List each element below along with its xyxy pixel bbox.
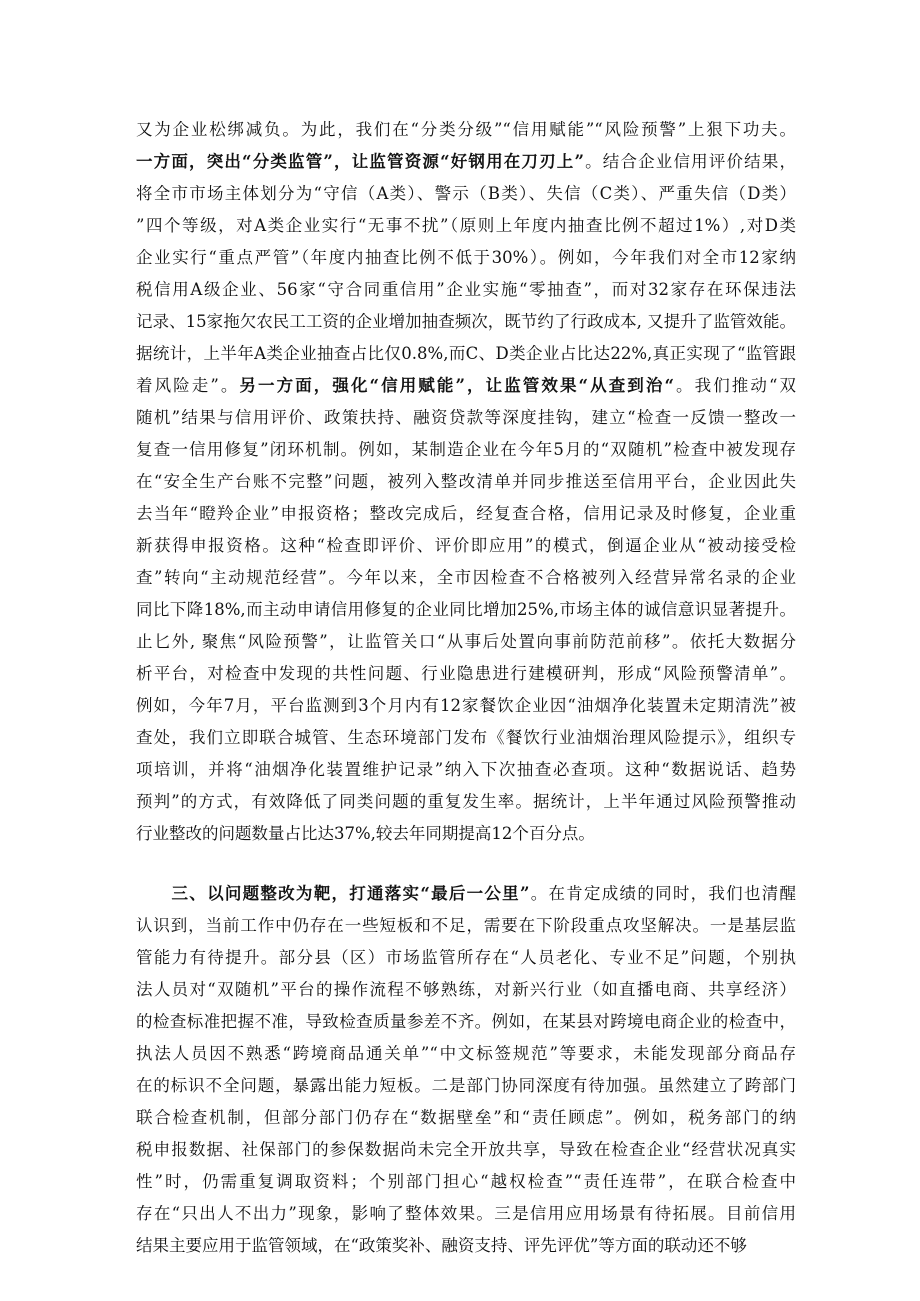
body-text: 新获得申报资格。这种“检查即评价、评价即应用”的模式，倒逼企业从“被动接受检 — [136, 536, 796, 555]
body-text: 税申报数据、社保部门的参保数据尚未完全开放共享，导致在检查企业“经营状况真实 — [136, 1140, 796, 1159]
text-line — [136, 626, 796, 658]
text-line — [136, 1102, 796, 1134]
text-line — [136, 274, 796, 306]
bold-heading-text: 三、以问题整改为靶，打通落实“最后一公里” — [136, 884, 530, 903]
text-line — [136, 690, 796, 722]
body-text: 的检查标准把握不准，导致检查质量参差不齐。例如，在某县对跨境电商企业的检查中， — [136, 1012, 796, 1031]
body-text: 查处，我们立即联合城管、生态环境部门发布《餐饮行业油烟治理风险提示》，组织专 — [136, 728, 796, 747]
body-text: 复查一信用修复”闭环机制。例如，某制造企业在今年5月的“双随机”检查中被发现存 — [136, 440, 796, 459]
text-line — [136, 434, 796, 466]
text-line — [136, 114, 796, 146]
body-text: 预判”的方式，有效降低了同类问题的重复发生率。据统计，上半年通过风险预警推动 — [136, 792, 796, 811]
body-text: ”四个等级，对A类企业实行“无事不扰”（原则上年度内抽查比例不超过1%）,对D类 — [136, 216, 796, 235]
text-line — [136, 498, 796, 530]
text-line — [136, 242, 796, 274]
text-line — [136, 818, 796, 850]
paragraph-3-problems — [136, 878, 796, 1262]
body-text: 去当年“瞪羚企业”申报资格；整改完成后，经复查合格，信用记录及时修复，企业重 — [136, 504, 796, 523]
body-text: 存在“只出人不出力”现象，影响了整体效果。三是信用应用场景有待拓展。目前信用 — [136, 1204, 796, 1223]
text-line — [136, 306, 796, 338]
body-text: 行业整改的问题数量占比达37%,较去年同期提高12个百分点。 — [136, 824, 595, 843]
text-line — [136, 1166, 796, 1198]
body-text: 管能力有待提升。部分县（区）市场监管所存在“人员老化、专业不足”问题，个别执 — [136, 948, 796, 967]
body-text: 据统计，上半年A类企业抽查占比仅0.8%,而C、D类企业占比达22%,真正实现了“监管跟 — [136, 344, 796, 363]
text-line — [136, 1070, 796, 1102]
body-text: 。我们推动“双 — [673, 376, 797, 395]
body-text: 性”时，仍需重复调取资料；个别部门担心“越权检查”“责任连带”，在联合检查中 — [136, 1172, 796, 1191]
text-line — [136, 146, 796, 178]
body-text: 随机”结果与信用评价、政策扶持、融资贷款等深度挂钩，建立“检查一反馈一整改一 — [136, 408, 796, 427]
text-line — [136, 1230, 796, 1262]
text-line — [136, 942, 796, 974]
text-line — [136, 1198, 796, 1230]
text-line — [136, 754, 796, 786]
body-text: 同比下降18%,而主动申请信用修复的企业同比增加25%,市场主体的诚信意识显著提升。 — [136, 600, 796, 619]
bold-heading-text: 另一方面，强化“信用赋能”，让监管效果“从查到治“ — [239, 376, 674, 395]
text-line — [136, 466, 796, 498]
body-text: 。在肯定成绩的同时，我们也清醒 — [529, 884, 796, 903]
text-line — [136, 530, 796, 562]
body-text: 税信用A级企业、56家“守合同重信用”企业实施“零抽查”，而对32家存在环保违法 — [136, 280, 796, 299]
text-line — [136, 786, 796, 818]
text-line — [136, 1006, 796, 1038]
body-text: 认识到，当前工作中仍存在一些短板和不足，需要在下阶段重点攻坚解决。一是基层监 — [136, 916, 796, 935]
body-text: 联合检查机制，但部分部门仍存在“数据壁垒”和“责任顾虑”。例如，税务部门的纳 — [136, 1108, 796, 1127]
body-text: 。结合企业信用评价结果， — [583, 152, 796, 171]
text-line — [136, 402, 796, 434]
body-text: 止匕外, 聚焦“风险预警”，让监管关口“从事后处置向事前防范前移”。依托大数据分 — [136, 632, 796, 651]
body-text: 又为企业松绑减负。为此，我们在“分类分级”“信用赋能”“风险预警”上狠下功夫。 — [136, 120, 796, 139]
text-line — [136, 594, 796, 626]
text-line — [136, 910, 796, 942]
body-text: 例如，今年7月，平台监测到3个月内有12家餐饮企业因“油烟净化装置未定期清洗”被 — [136, 696, 796, 715]
text-line — [136, 370, 796, 402]
body-text: 析平台，对检查中发现的共性问题、行业隐患进行建模研判，形成“风险预警清单”。 — [136, 664, 796, 683]
body-text: 记录、15家拖欠农民工工资的企业增加抽查频次，既节约了行政成本, 又提升了监管效能。 — [136, 312, 796, 331]
text-line — [136, 562, 796, 594]
body-text: 着风险走”。 — [136, 376, 240, 395]
body-text: 在的标识不全问题，暴露出能力短板。二是部门协同深度有待加强。虽然建立了跨部门 — [136, 1076, 796, 1095]
text-line — [136, 178, 796, 210]
text-line — [136, 1038, 796, 1070]
body-text: 法人员对“双随机”平台的操作流程不够熟练，对新兴行业（如直播电商、共享经济） — [136, 980, 796, 999]
bold-heading-text: 一方面，突出“分类监管”，让监管资源“好钢用在刀刃上” — [136, 152, 584, 171]
text-line — [136, 658, 796, 690]
body-text: 企业实行“重点严管”（年度内抽查比例不低于30%）。例如，今年我们对全市12家纳 — [136, 248, 796, 267]
text-line — [136, 722, 796, 754]
body-text: 执法人员因不熟悉“跨境商品通关单”“中文标签规范”等要求，未能发现部分商品存 — [136, 1044, 796, 1063]
text-line — [136, 878, 796, 910]
body-text: 将全市市场主体划分为“守信（A类）、警示（B类）、失信（C类）、严重失信（D类） — [136, 184, 796, 203]
text-line — [136, 338, 796, 370]
body-text: 结果主要应用于监管领域，在“政策奖补、融资支持、评先评优”等方面的联动还不够 — [136, 1236, 747, 1255]
body-text: 在“安全生产台账不完整”问题，被列入整改清单并同步推送至信用平台，企业因此失 — [136, 472, 796, 491]
body-text: 项培训，并将“油烟净化装置维护记录”纳入下次抽查必查项。这种“数据说话、趋势 — [136, 760, 796, 779]
text-line — [136, 1134, 796, 1166]
body-text: 查”转向“主动规范经营”。今年以来，全市因检查不合格被列入经营异常名录的企业 — [136, 568, 796, 587]
text-line — [136, 974, 796, 1006]
paragraph-2-continued — [136, 114, 796, 850]
text-line — [136, 210, 796, 242]
